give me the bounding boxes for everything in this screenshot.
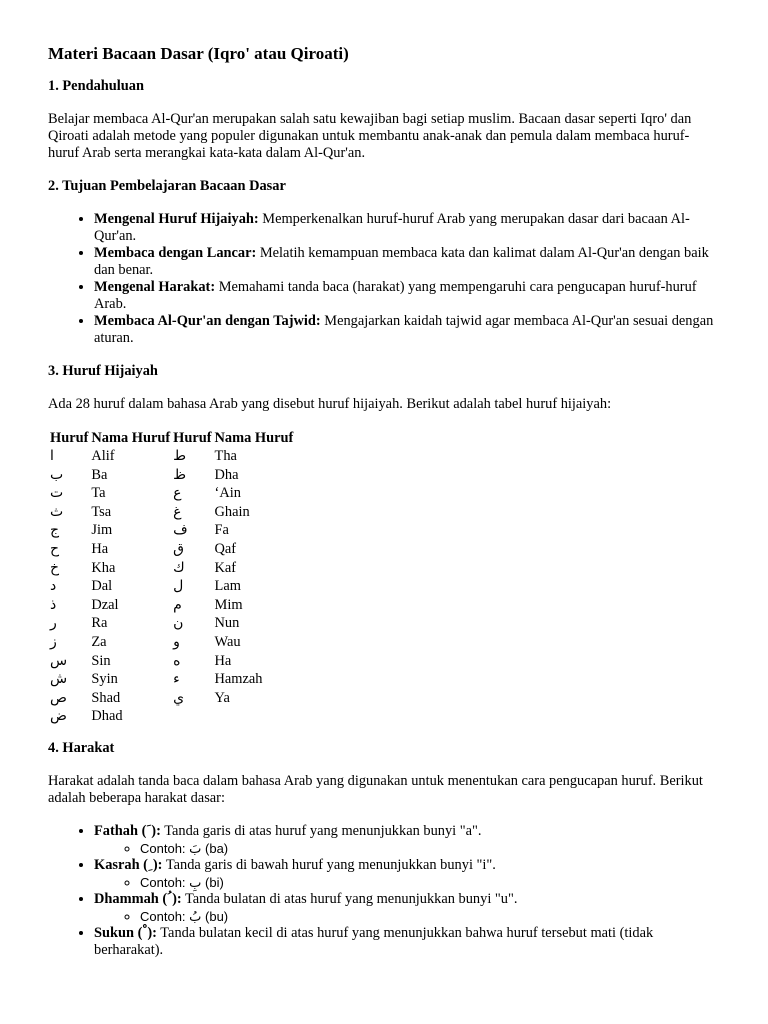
letter-cell: ع	[173, 485, 182, 502]
harakat-term-name: Fathah (	[94, 822, 147, 839]
table-row	[49, 577, 295, 596]
harakat-term-close: ):	[152, 856, 163, 873]
table-row	[49, 652, 295, 671]
table-row	[49, 707, 295, 726]
table-row	[49, 447, 295, 466]
harakat-term-name: Kasrah (	[94, 856, 148, 873]
letter-name-cell: Ta	[91, 485, 106, 502]
letter-name-cell: Tha	[214, 448, 237, 464]
goal-desc: Melatih kemampuan membaca kata dan kalimat dalam Al-Qur'an dengan baik dan benar.	[94, 245, 709, 278]
letter-cell: ض	[50, 708, 67, 725]
hijaiyah-table	[49, 429, 295, 726]
letter-name-cell: Lam	[214, 578, 241, 595]
letter-name-cell: Alif	[91, 448, 115, 464]
letter-cell: ث	[50, 503, 64, 520]
letter-cell: ش	[50, 671, 68, 688]
table-row	[49, 596, 295, 615]
harakat-term-close: ):	[147, 924, 157, 941]
goals-list	[48, 211, 720, 347]
example-item: ◦ Contoh: بُ (bu)	[140, 908, 720, 925]
letter-cell: غ	[173, 503, 182, 520]
letter-cell: ب	[50, 466, 64, 483]
table-row	[49, 689, 295, 708]
letter-name-cell: Kaf	[214, 559, 237, 576]
letter-name-cell: Qaf	[214, 540, 237, 557]
harakat-desc: Tanda garis di bawah huruf yang menunjukkan bunyi "i".	[162, 856, 496, 873]
letter-name-cell: Ha	[91, 540, 109, 557]
letter-cell: ر	[50, 615, 57, 632]
harakat-term	[94, 857, 162, 873]
letter-cell: ت	[50, 485, 64, 502]
table-row	[49, 540, 295, 559]
letter-cell: م	[173, 596, 182, 613]
document-page	[48, 44, 720, 975]
letter-cell: ا	[50, 448, 54, 464]
harakat-desc: Tanda bulatan di atas huruf yang menunjukkan bunyi "u".	[181, 890, 518, 907]
letter-name-cell: Jim	[91, 522, 113, 539]
letter-cell: خ	[50, 559, 60, 576]
letter-cell: ه	[173, 652, 181, 669]
section-heading-harakat: 4. Harakat	[48, 739, 115, 756]
letter-cell: ص	[50, 689, 67, 706]
letter-name-cell: Tsa	[91, 503, 112, 520]
harakat-term-close: ):	[172, 890, 182, 907]
letter-name-cell: ‘Ain	[214, 485, 241, 502]
list-item	[94, 313, 720, 347]
letter-cell: ي	[173, 689, 185, 706]
harakat-list	[48, 823, 720, 959]
list-item	[94, 245, 720, 279]
letter-cell: د	[50, 578, 57, 595]
column-header: Nama Huruf	[214, 430, 294, 446]
letter-name-cell: Shad	[91, 689, 121, 706]
letter-name-cell: Ghain	[214, 503, 250, 520]
example-list	[94, 874, 720, 891]
letter-cell: ح	[50, 540, 60, 557]
letter-name-cell: Wau	[214, 633, 241, 650]
harakat-mark: َ	[146, 822, 152, 839]
letter-cell: ذ	[50, 596, 57, 613]
letter-cell: ء	[173, 671, 180, 688]
list-item	[94, 279, 720, 313]
letter-name-cell: Kha	[91, 559, 116, 576]
letter-cell: ظ	[173, 466, 187, 483]
letter-name-cell: Nun	[214, 615, 240, 632]
table-row	[49, 559, 295, 578]
table-row	[49, 503, 295, 522]
harakat-desc: Tanda bulatan kecil di atas huruf yang menunjukkan bahwa huruf tersebut mati (tidak berharakat).	[94, 924, 654, 958]
goal-term: Membaca dengan Lancar:	[94, 245, 257, 261]
table-row	[49, 614, 295, 633]
letter-cell: ج	[50, 522, 60, 539]
goal-desc: Memperkenalkan huruf-huruf Arab yang merupakan dasar dari bacaan Al-Qur'an.	[94, 211, 690, 244]
letter-name-cell: Hamzah	[214, 671, 263, 688]
table-row	[49, 484, 295, 503]
column-header: Huruf	[50, 430, 89, 446]
list-item	[94, 925, 720, 959]
harakat-desc: Tanda garis di atas huruf yang menunjukkan bunyi "a".	[160, 822, 482, 839]
example-list	[94, 908, 720, 925]
harakat-term-name: Dhammah (	[94, 890, 168, 907]
table-row	[49, 670, 295, 689]
example-list	[94, 840, 720, 857]
goal-term: Mengenal Harakat:	[94, 279, 216, 295]
harakat-mark: ُ	[167, 890, 173, 907]
section-heading-hijaiyah: 3. Huruf Hijaiyah	[48, 363, 158, 379]
letter-cell: س	[50, 652, 68, 669]
letter-name-cell: Dha	[214, 466, 239, 483]
letter-name-cell: Sin	[91, 652, 111, 669]
letter-name-cell: Ba	[91, 466, 108, 483]
goal-desc: Mengajarkan kaidah tajwid agar membaca Al-Qur'an sesuai dengan aturan.	[94, 313, 714, 346]
letter-name-cell	[214, 707, 296, 726]
letter-name-cell: Dzal	[91, 596, 119, 613]
example-item: ◦ Contoh: بَ (ba)	[140, 840, 720, 857]
letter-name-cell: Ra	[91, 615, 108, 632]
harakat-term-close: ):	[151, 822, 161, 839]
section-heading-goals: 2. Tujuan Pembelajaran Bacaan Dasar	[48, 178, 286, 194]
letter-cell: ك	[173, 559, 185, 576]
table-header-row	[49, 429, 295, 447]
table-row	[49, 633, 295, 652]
column-header: Huruf	[173, 430, 212, 446]
harakat-mark: ْ	[142, 924, 148, 941]
letter-name-cell: Fa	[214, 522, 229, 539]
letter-cell: ز	[50, 633, 57, 650]
letter-name-cell: Za	[91, 633, 107, 650]
list-item	[94, 211, 720, 245]
list-item	[94, 823, 720, 857]
letter-cell: ل	[173, 578, 184, 595]
harakat-term	[94, 891, 182, 907]
letter-cell: ط	[173, 448, 187, 464]
goal-term: Membaca Al-Qur'an dengan Tajwid:	[94, 313, 321, 329]
harakat-term-name: Sukun (	[94, 924, 143, 941]
letter-name-cell: Ha	[214, 652, 232, 669]
document-title: Materi Bacaan Dasar (Iqro' atau Qiroati)	[48, 44, 349, 63]
goal-desc: Memahami tanda baca (harakat) yang mempengaruhi cara pengucapan huruf-huruf Arab.	[94, 279, 697, 312]
letter-name-cell: Ya	[214, 689, 230, 706]
letter-cell: ف	[173, 522, 188, 539]
list-item	[94, 891, 720, 925]
table-row	[49, 466, 295, 485]
harakat-term	[94, 925, 157, 941]
example-item: ◦ Contoh: بِ (bi)	[140, 874, 720, 891]
letter-cell: ن	[173, 615, 184, 632]
column-header: Nama Huruf	[91, 430, 171, 446]
goal-term: Mengenal Huruf Hijaiyah:	[94, 211, 259, 227]
letter-name-cell: Dal	[91, 578, 113, 595]
section-heading-intro: 1. Pendahuluan	[48, 78, 144, 94]
letter-cell: ق	[173, 540, 185, 557]
letter-name-cell: Mim	[214, 596, 243, 613]
letter-cell	[172, 707, 213, 726]
harakat-term	[94, 823, 161, 839]
hijaiyah-paragraph: Ada 28 huruf dalam bahasa Arab yang disebut huruf hijaiyah. Berikut adalah tabel huruf hijaiyah:	[48, 396, 612, 412]
letter-cell: و	[173, 633, 180, 650]
letter-name-cell: Dhad	[91, 708, 123, 725]
table-row	[49, 521, 295, 540]
harakat-paragraph: Harakat adalah tanda baca dalam bahasa Arab yang digunakan untuk menentukan cara pengucapan huruf. Berikut adalah beberapa harakat dasar:	[48, 772, 703, 806]
harakat-mark: ِ	[147, 856, 153, 873]
intro-paragraph: Belajar membaca Al-Qur'an merupakan salah satu kewajiban bagi setiap muslim. Bacaan dasar seperti Iqro' dan Qiroati adalah metode yang populer digunakan untuk membantu anak-anak dan pemula dalam membaca huruf-huruf Arab serta merangkai kata-kata dalam Al-Qur'an.	[48, 111, 692, 161]
list-item	[94, 857, 720, 891]
letter-name-cell: Syin	[91, 671, 118, 688]
